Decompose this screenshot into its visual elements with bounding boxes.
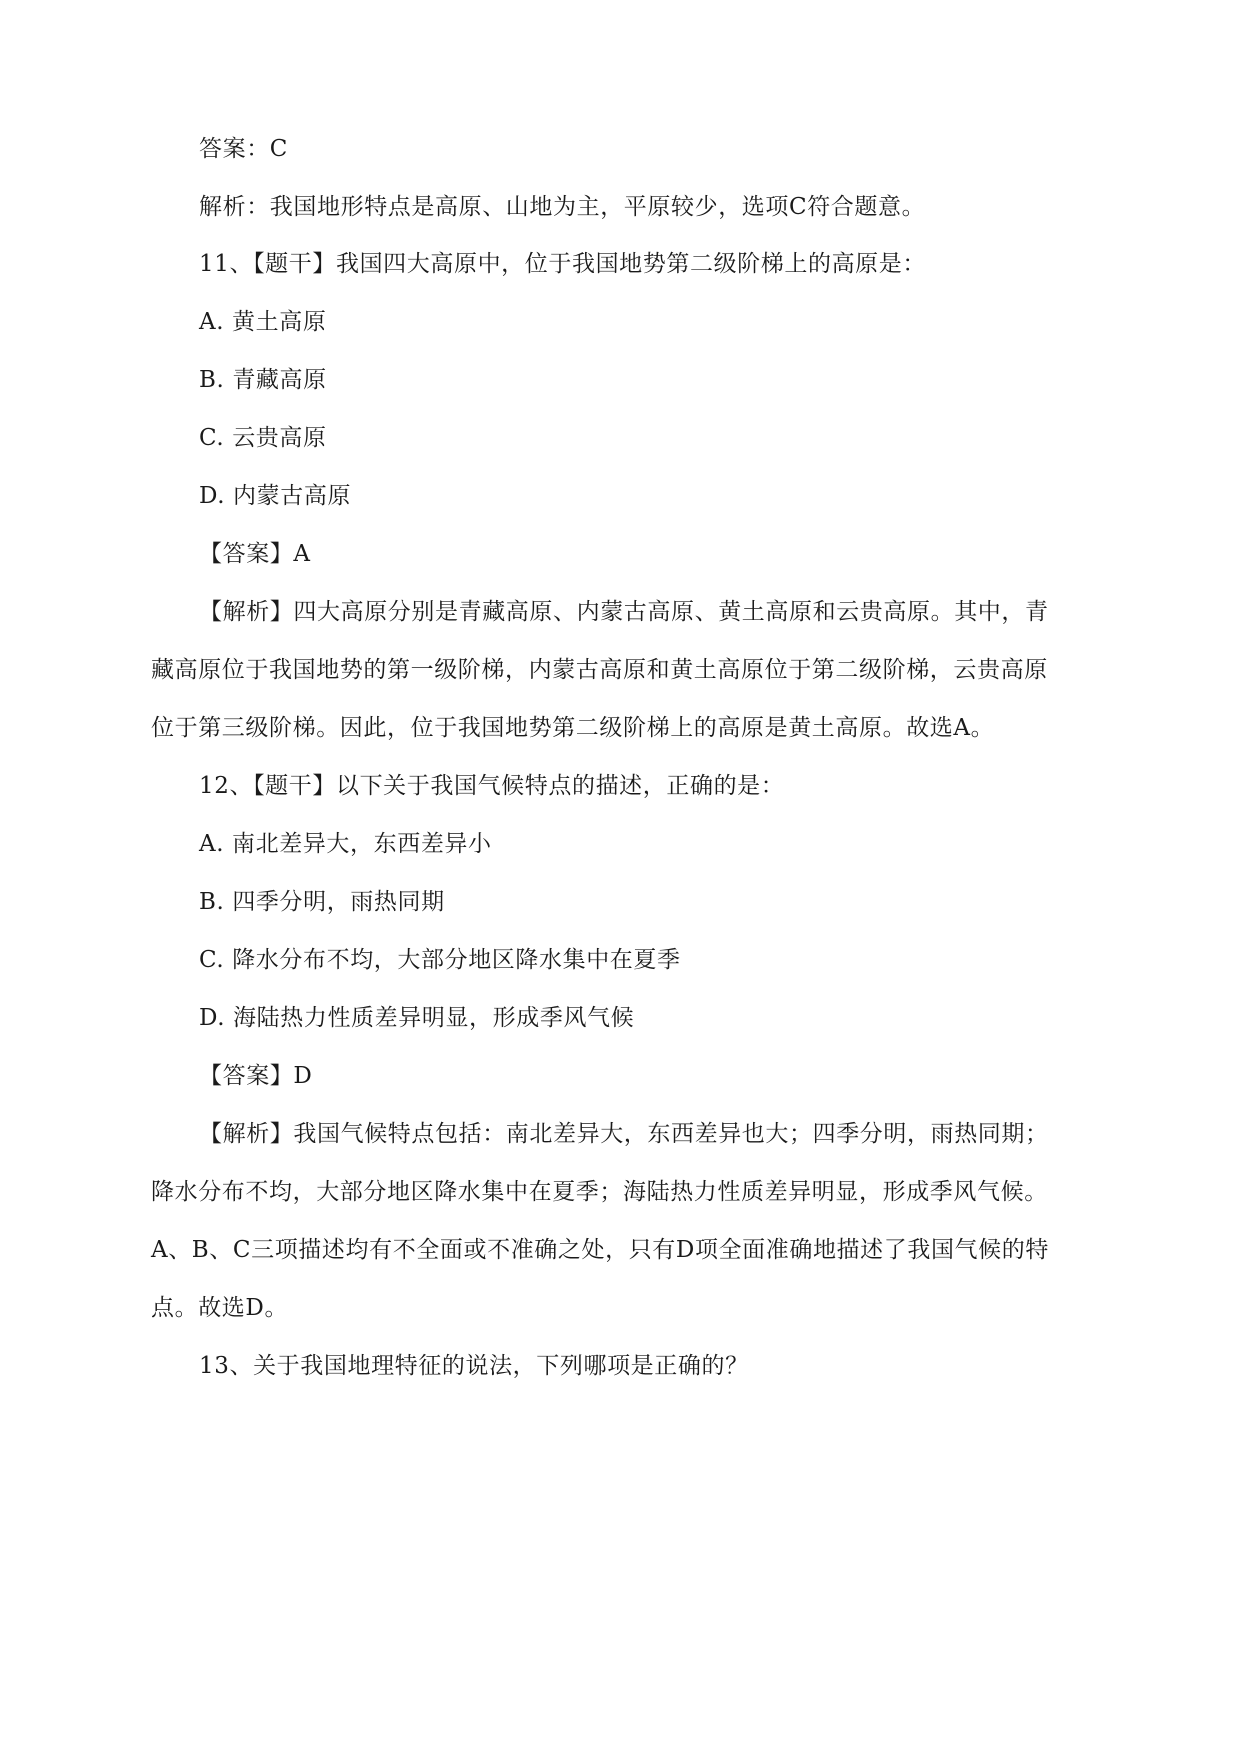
answer-line: 答案：C	[199, 136, 288, 162]
analysis-line: 解析：我国地形特点是高原、山地为主，平原较少，选项C符合题意。	[199, 194, 926, 220]
question-12-analysis-line-3: A、B、C三项描述均有不全面或不准确之处，只有D项全面准确地描述了我国气候的特	[151, 1237, 1049, 1263]
question-12-option-a: A. 南北差异大，东西差异小	[199, 831, 492, 857]
question-12-option-b: B. 四季分明，雨热同期	[199, 889, 445, 915]
question-11-stem: 11、【题干】我国四大高原中，位于我国地势第二级阶梯上的高原是：	[199, 251, 926, 277]
question-11-option-d: D. 内蒙古高原	[199, 483, 352, 509]
question-13-stem: 13、关于我国地理特征的说法，下列哪项是正确的？	[199, 1353, 749, 1379]
question-12-stem: 12、【题干】以下关于我国气候特点的描述，正确的是：	[199, 773, 785, 799]
question-11-analysis-line-2: 藏高原位于我国地势的第一级阶梯，内蒙古高原和黄土高原位于第二级阶梯，云贵高原	[151, 657, 1048, 683]
question-11-option-b: B. 青藏高原	[199, 367, 327, 393]
question-11-option-c: C. 云贵高原	[199, 425, 327, 451]
question-11-option-a: A. 黄土高原	[199, 309, 327, 335]
question-11-answer: 【答案】A	[199, 541, 311, 567]
question-12-option-c: C. 降水分布不均，大部分地区降水集中在夏季	[199, 947, 681, 973]
question-11-analysis-line-1: 【解析】四大高原分别是青藏高原、内蒙古高原、黄土高原和云贵高原。其中，青	[199, 599, 1049, 625]
question-12-analysis-line-4: 点。故选D。	[151, 1295, 289, 1321]
question-12-analysis-line-2: 降水分布不均，大部分地区降水集中在夏季；海陆热力性质差异明显，形成季风气候。	[151, 1179, 1048, 1205]
question-11-analysis-line-3: 位于第三级阶梯。因此，位于我国地势第二级阶梯上的高原是黄土高原。故选A。	[151, 715, 995, 741]
question-12-analysis-line-1: 【解析】我国气候特点包括：南北差异大，东西差异也大；四季分明，雨热同期；	[199, 1121, 1049, 1147]
question-12-option-d: D. 海陆热力性质差异明显，形成季风气候	[199, 1005, 635, 1031]
question-12-answer: 【答案】D	[199, 1063, 313, 1089]
